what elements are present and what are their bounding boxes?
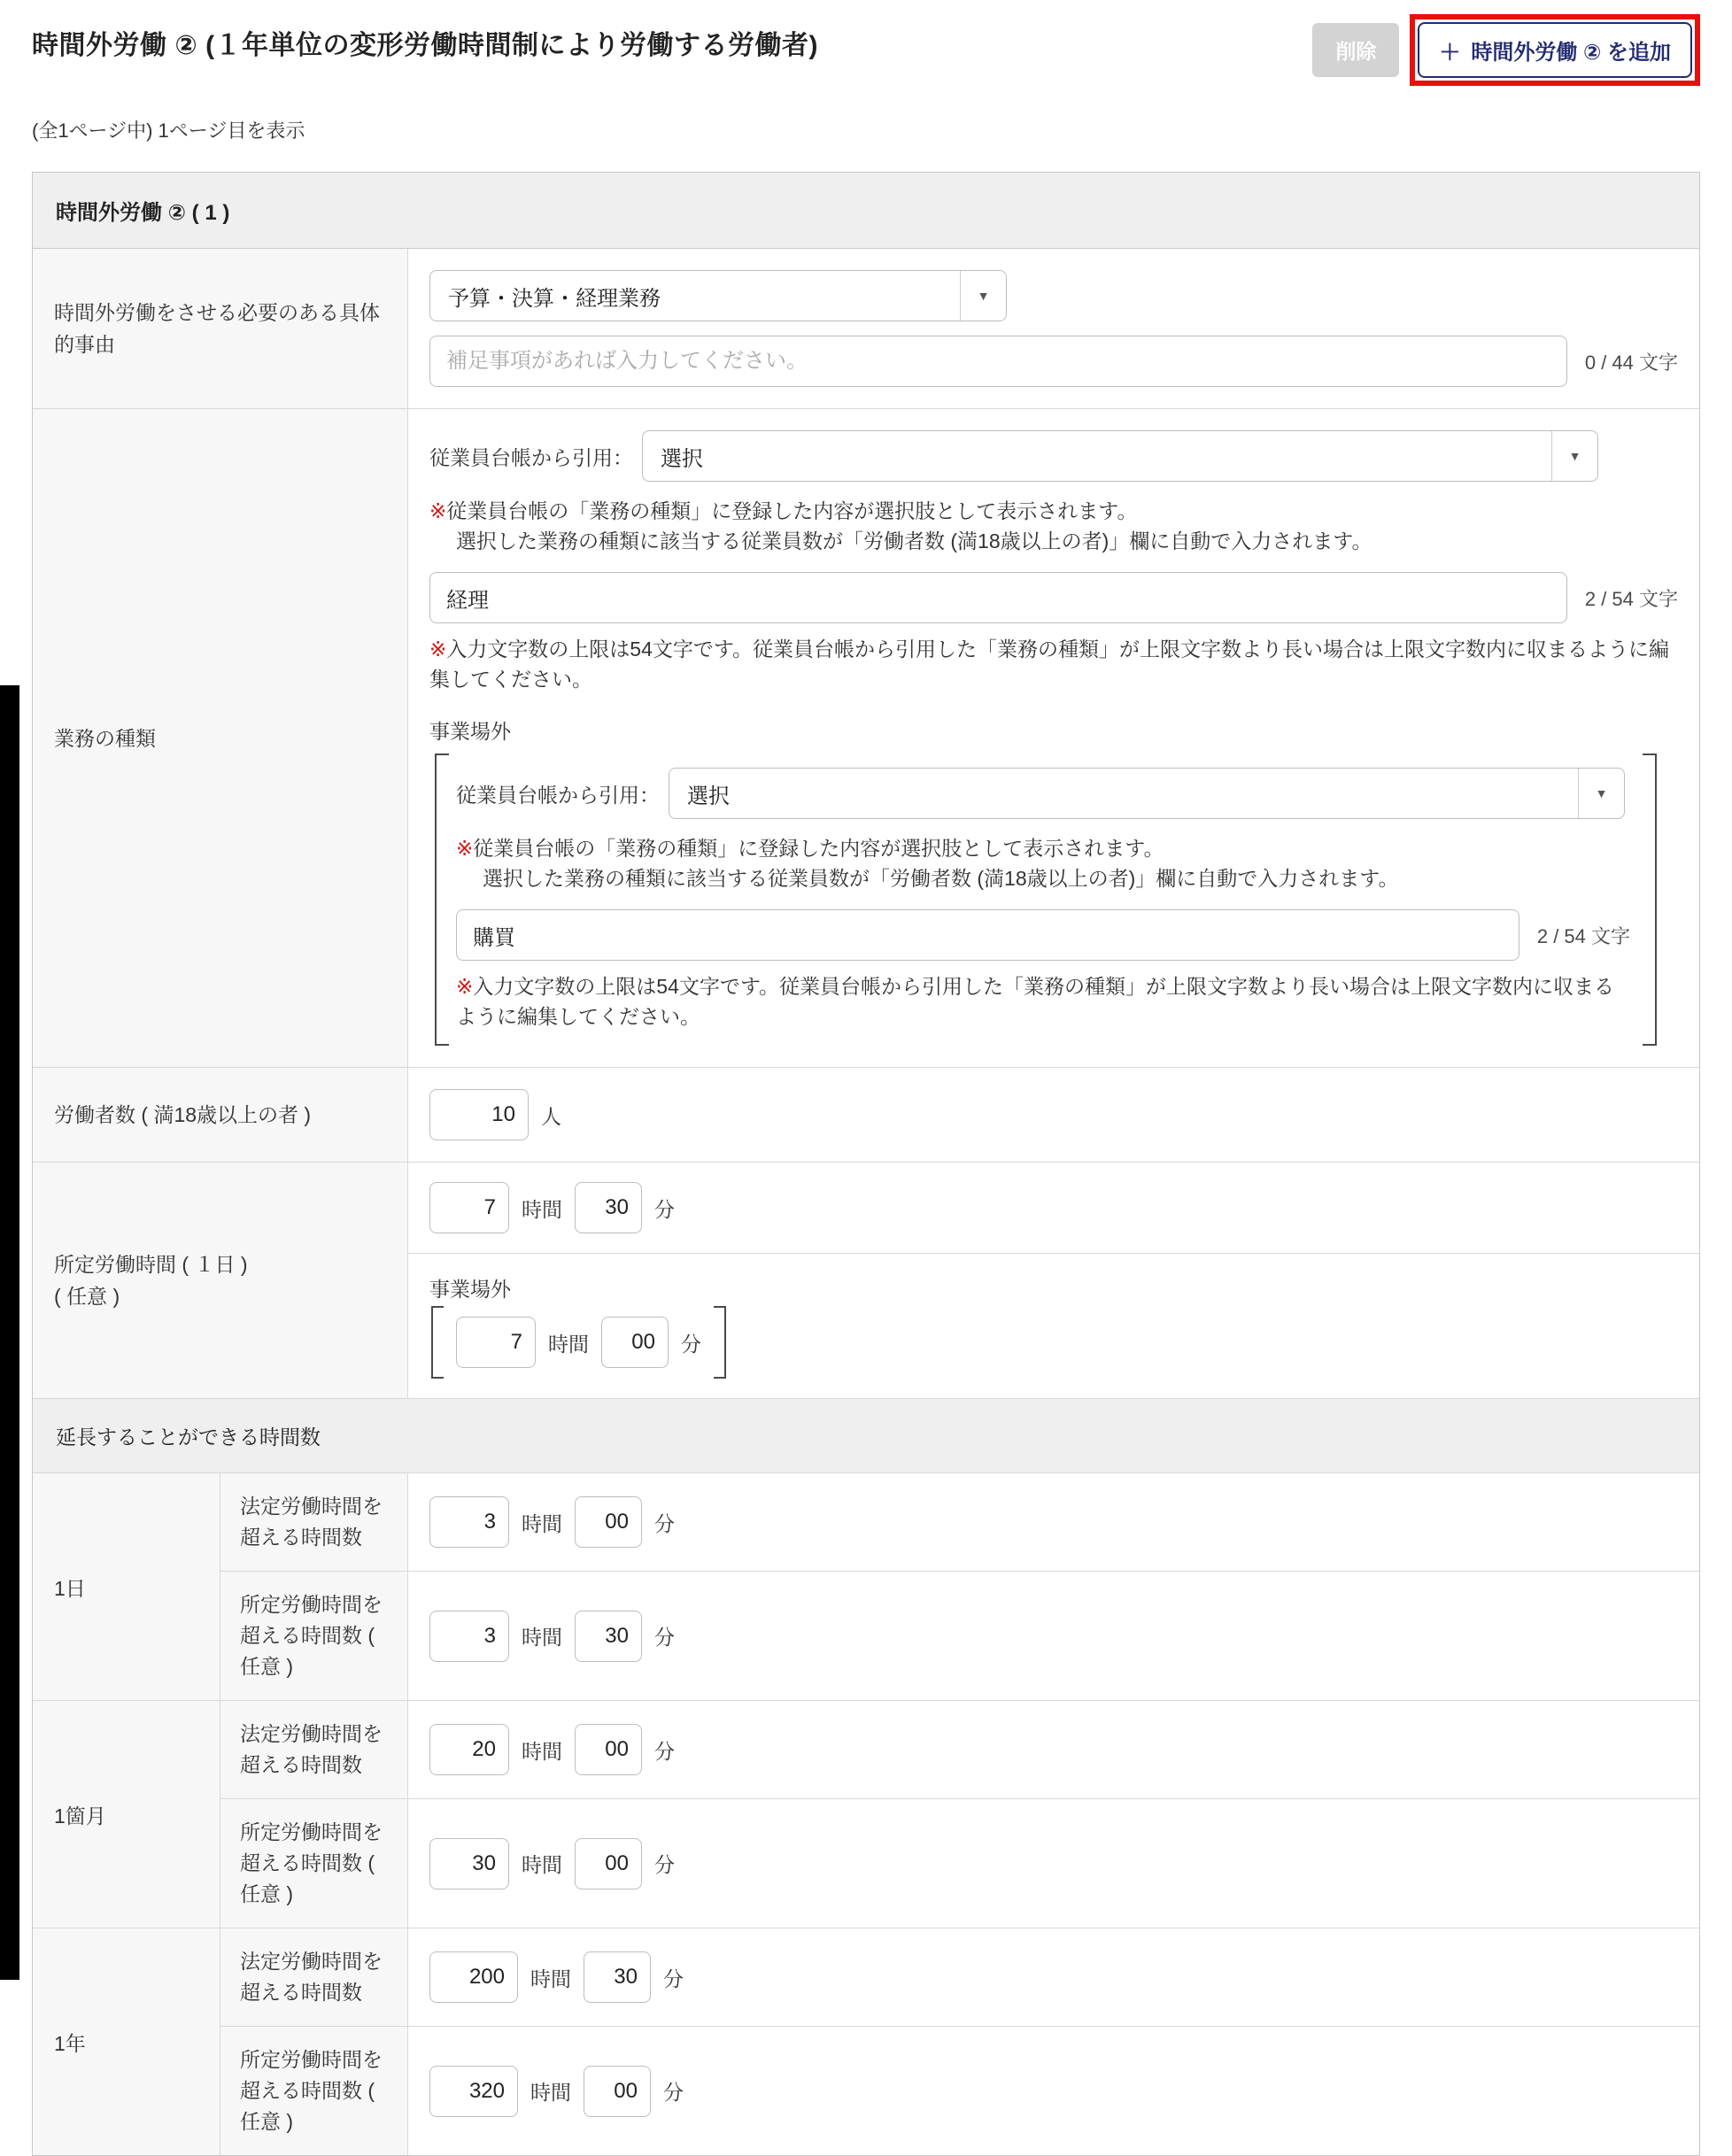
hour-unit-label: 時間 bbox=[548, 1332, 589, 1356]
chevron-down-icon: ▼ bbox=[1551, 431, 1597, 481]
offsite-roster-select-note bbox=[456, 833, 1630, 893]
offsite-time-group bbox=[456, 1317, 701, 1368]
legal-hours-label: 法定労働時間を超える時間数 bbox=[220, 1928, 408, 2026]
minute-unit-label: 分 bbox=[654, 1739, 675, 1763]
offsite-minutes-input[interactable] bbox=[601, 1317, 669, 1368]
roster-select-note-line2: 選択した業務の種類に該当する従業員数が「労働者数 (満18歳以上の者)」欄に自動で入力されます。 bbox=[456, 529, 1372, 553]
minute-unit-label: 分 bbox=[654, 1511, 675, 1535]
scheduled-minutes-input[interactable] bbox=[575, 1182, 642, 1233]
offsite-section-label: 事業場外 bbox=[429, 720, 511, 743]
screenshot-edge-artifact bbox=[0, 685, 19, 1980]
year-legal-hours-input[interactable] bbox=[429, 1951, 518, 2003]
reason-note-input-row bbox=[429, 336, 1678, 387]
reason-select-value: 予算・決算・経理業務 bbox=[448, 286, 661, 311]
workers-input-group bbox=[429, 1089, 1678, 1140]
asterisk-icon: ※ bbox=[456, 837, 474, 860]
period-row-month bbox=[33, 1701, 1699, 1928]
offsite-roster-quote-select[interactable] bbox=[669, 768, 1625, 819]
workers-content bbox=[408, 1068, 1699, 1162]
workers-unit-label: 人 bbox=[541, 1104, 561, 1128]
asterisk-icon: ※ bbox=[429, 638, 447, 661]
delete-button[interactable]: 削除 bbox=[1312, 23, 1399, 77]
legal-hours-label: 法定労働時間を超える時間数 bbox=[220, 1701, 408, 1798]
day-legal-minutes-input[interactable] bbox=[575, 1496, 642, 1548]
plus-icon: ＋ bbox=[1439, 41, 1461, 65]
day-legal-hours-input[interactable] bbox=[429, 1496, 509, 1548]
workers-count-input[interactable] bbox=[429, 1089, 529, 1140]
minute-unit-label: 分 bbox=[654, 1626, 675, 1649]
offsite-work-type-input[interactable] bbox=[456, 909, 1519, 961]
reason-content bbox=[408, 249, 1699, 408]
scheduled-exceed-content bbox=[408, 2026, 1699, 2155]
year-legal-minutes-input[interactable] bbox=[584, 1951, 651, 2003]
work-type-row bbox=[33, 409, 1699, 1068]
legal-hours-content bbox=[408, 1701, 1699, 1798]
workers-row bbox=[33, 1068, 1699, 1163]
extension-section-header: 延長することができる時間数 bbox=[33, 1399, 1699, 1473]
reason-char-counter: 0 / 44 文字 bbox=[1584, 351, 1678, 374]
period-label: 1日 bbox=[33, 1473, 220, 1700]
offsite-bracket-group bbox=[429, 753, 1678, 1046]
offsite-roster-quote-label: 従業員台帳から引用： bbox=[456, 783, 660, 807]
scheduled-hours-label bbox=[33, 1163, 408, 1398]
year-scheduled-hours-input[interactable] bbox=[429, 2066, 518, 2117]
offsite-work-type-input-row bbox=[456, 909, 1630, 961]
hour-unit-label: 時間 bbox=[522, 1511, 562, 1535]
page-title: 時間外労働 ② (１年単位の変形労働時間制により労働する労働者) bbox=[32, 31, 819, 60]
roster-quote-row bbox=[429, 430, 1678, 482]
scheduled-exceed-content bbox=[408, 1798, 1699, 1928]
topbar bbox=[32, 14, 1700, 86]
scheduled-hours-label-line2: ( 任意 ) bbox=[54, 1285, 120, 1308]
work-type-label: 業務の種類 bbox=[33, 409, 408, 1067]
overtime-card bbox=[32, 172, 1700, 2156]
offsite-hours-input[interactable] bbox=[456, 1317, 536, 1368]
hour-unit-label: 時間 bbox=[522, 1197, 562, 1221]
highlight-annotation bbox=[1410, 14, 1700, 86]
chevron-down-icon: ▼ bbox=[960, 271, 1006, 321]
minute-unit-label: 分 bbox=[654, 1853, 675, 1876]
period-label: 1年 bbox=[33, 1928, 220, 2155]
header-actions bbox=[1312, 14, 1700, 86]
hour-unit-label: 時間 bbox=[530, 2081, 571, 2104]
scheduled-offsite-label: 事業場外 bbox=[429, 1278, 511, 1301]
hour-unit-label: 時間 bbox=[522, 1739, 562, 1763]
minute-unit-label: 分 bbox=[654, 1197, 675, 1221]
scheduled-time-group bbox=[429, 1182, 1678, 1233]
scheduled-exceed-label: 所定労働時間を超える時間数 ( 任意 ) bbox=[220, 1798, 408, 1928]
roster-quote-select-value: 選択 bbox=[661, 446, 703, 471]
legal-hours-label: 法定労働時間を超える時間数 bbox=[220, 1473, 408, 1571]
add-overtime-button[interactable] bbox=[1418, 22, 1692, 78]
period-row-year bbox=[33, 1928, 1699, 2155]
hour-unit-label: 時間 bbox=[522, 1853, 562, 1876]
legal-hours-content bbox=[408, 1473, 1699, 1571]
minute-unit-label: 分 bbox=[663, 2081, 684, 2104]
roster-quote-label: 従業員台帳から引用： bbox=[429, 445, 633, 469]
reason-select[interactable] bbox=[429, 270, 1007, 321]
scheduled-hours-label-line1: 所定労働時間 ( １日 ) bbox=[54, 1253, 248, 1276]
scheduled-exceed-label: 所定労働時間を超える時間数 ( 任意 ) bbox=[220, 1571, 408, 1700]
pagination-status: (全1ページ中) 1ページ目を表示 bbox=[32, 120, 305, 142]
reason-label: 時間外労働をさせる必要のある具体的事由 bbox=[33, 249, 408, 408]
card-title: 時間外労働 ② ( 1 ) bbox=[33, 173, 1699, 249]
asterisk-icon: ※ bbox=[429, 499, 447, 522]
scheduled-hours-row bbox=[33, 1163, 1699, 1399]
roster-quote-select[interactable] bbox=[642, 430, 1598, 482]
offsite-char-limit-note-text: 入力文字数の上限は54文字です。従業員台帳から引用した「業務の種類」が上限文字数より長い場合は上限文字数内に収まるように編集してください。 bbox=[456, 975, 1615, 1028]
offsite-char-limit-note bbox=[456, 971, 1630, 1032]
day-scheduled-minutes-input[interactable] bbox=[575, 1611, 642, 1662]
day-scheduled-hours-input[interactable] bbox=[429, 1611, 509, 1662]
hour-unit-label: 時間 bbox=[530, 1967, 571, 1990]
scheduled-hours-offsite bbox=[408, 1253, 1699, 1398]
scheduled-exceed-content bbox=[408, 1571, 1699, 1700]
roster-select-note-line1: 従業員台帳の「業務の種類」に登録した内容が選択肢として表示されます。 bbox=[446, 499, 1138, 522]
chevron-down-icon: ▼ bbox=[1578, 769, 1624, 818]
minute-unit-label: 分 bbox=[681, 1332, 701, 1356]
roster-select-note bbox=[429, 496, 1678, 556]
workers-label: 労働者数 ( 満18歳以上の者 ) bbox=[33, 1068, 408, 1162]
year-scheduled-minutes-input[interactable] bbox=[584, 2066, 651, 2117]
scheduled-hours-input[interactable] bbox=[429, 1182, 509, 1233]
asterisk-icon: ※ bbox=[456, 975, 474, 998]
add-overtime-label: 時間外労働 ② を追加 bbox=[1471, 41, 1671, 65]
offsite-roster-select-note-line2: 選択した業務の種類に該当する従業員数が「労働者数 (満18歳以上の者)」欄に自動で入力されます。 bbox=[483, 867, 1399, 890]
offsite-time-bracket bbox=[429, 1306, 728, 1379]
hour-unit-label: 時間 bbox=[522, 1626, 562, 1649]
scheduled-hours-main bbox=[408, 1163, 1699, 1253]
period-row-day bbox=[33, 1473, 1699, 1701]
reason-row bbox=[33, 249, 1699, 409]
char-limit-note bbox=[429, 634, 1678, 694]
period-label: 1箇月 bbox=[33, 1701, 220, 1928]
reason-note-input[interactable] bbox=[429, 336, 1567, 387]
month-scheduled-hours-input[interactable] bbox=[429, 1838, 509, 1889]
minute-unit-label: 分 bbox=[663, 1967, 684, 1990]
month-scheduled-minutes-input[interactable] bbox=[575, 1838, 642, 1889]
legal-hours-content bbox=[408, 1928, 1699, 2026]
offsite-char-counter: 2 / 54 文字 bbox=[1536, 924, 1630, 947]
work-type-content bbox=[408, 409, 1699, 1067]
offsite-roster-quote-select-value: 選択 bbox=[687, 784, 730, 808]
work-type-char-counter: 2 / 54 文字 bbox=[1584, 587, 1678, 610]
char-limit-note-text: 入力文字数の上限は54文字です。従業員台帳から引用した「業務の種類」が上限文字数より長い場合は上限文字数内に収まるように編集してください。 bbox=[429, 638, 1670, 691]
month-legal-hours-input[interactable] bbox=[429, 1724, 509, 1775]
offsite-roster-select-note-line1: 従業員台帳の「業務の種類」に登録した内容が選択肢として表示されます。 bbox=[473, 837, 1164, 860]
scheduled-hours-content bbox=[408, 1163, 1699, 1398]
scheduled-exceed-label: 所定労働時間を超える時間数 ( 任意 ) bbox=[220, 2026, 408, 2155]
offsite-roster-quote-row bbox=[456, 768, 1630, 819]
work-type-input[interactable] bbox=[429, 572, 1567, 623]
work-type-input-row bbox=[429, 572, 1678, 623]
month-legal-minutes-input[interactable] bbox=[575, 1724, 642, 1775]
